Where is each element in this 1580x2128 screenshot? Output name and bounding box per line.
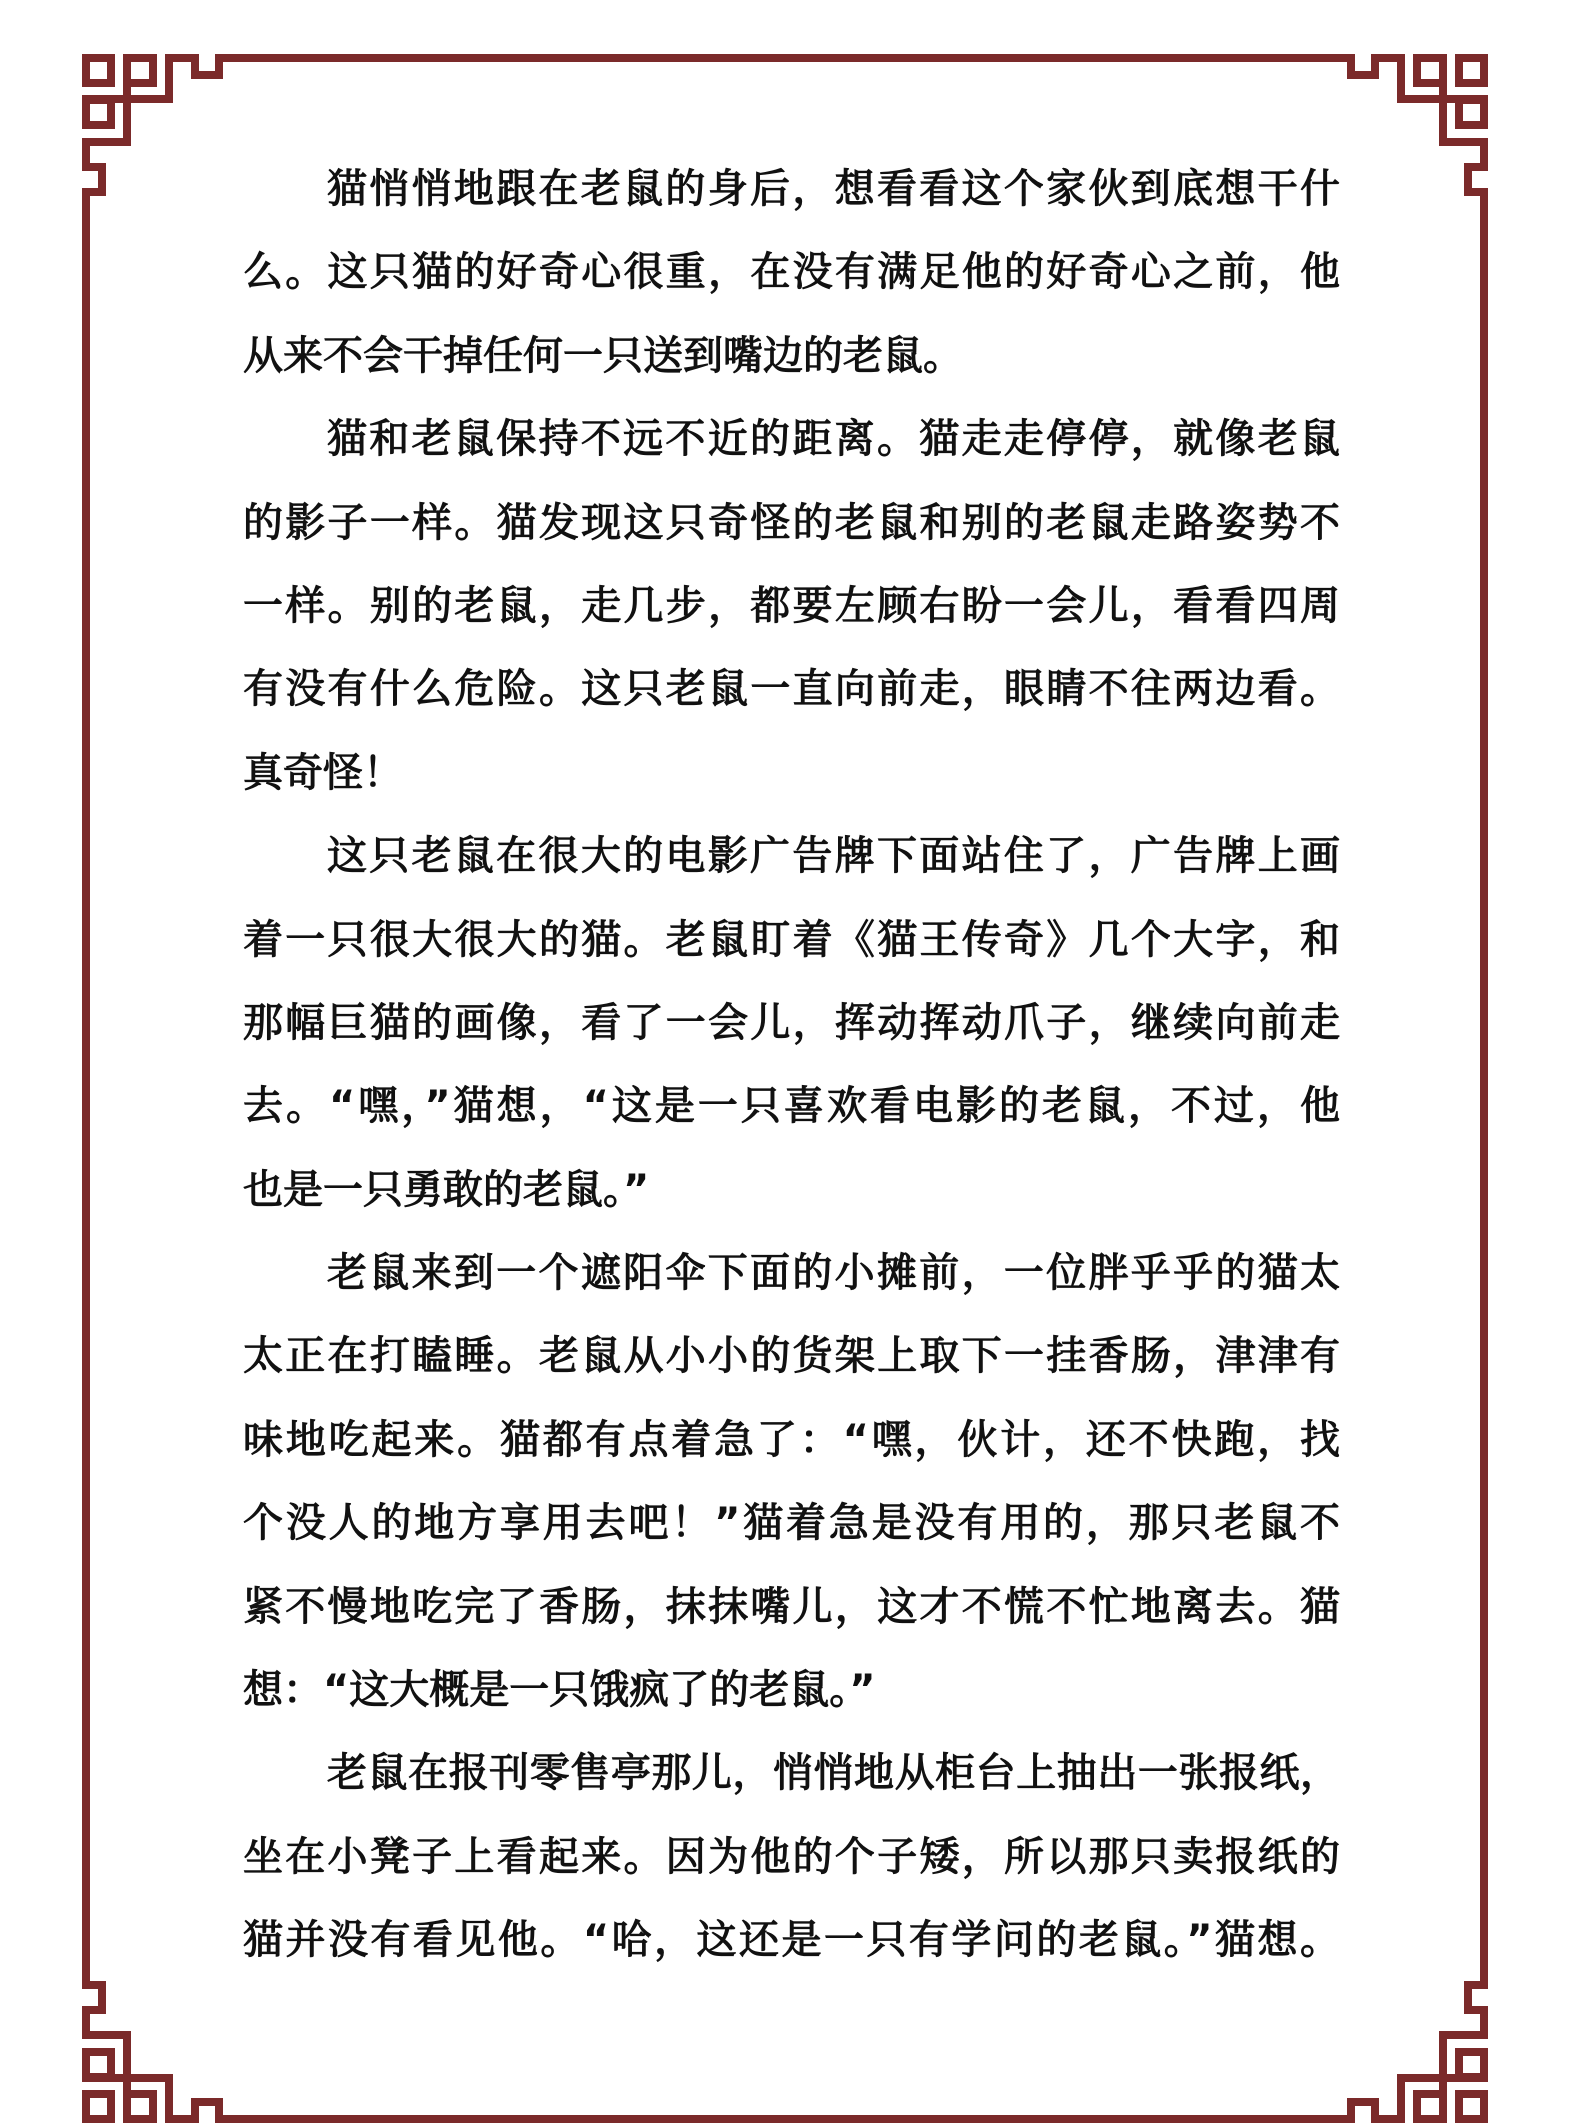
border-right-line (1480, 188, 1488, 1989)
text-line: 真奇怪！ (243, 749, 403, 796)
text-line: 猫并没有看见他。“哈，这还是一只有学问的老鼠。”猫想。 (243, 1917, 1340, 1964)
text-line: 着一只很大很大的猫。老鼠盯着《猫王传奇》几个大字，和 (243, 916, 1340, 963)
text-line: 坐在小凳子上看起来。因为他的个子矮，所以那只卖报纸的 (243, 1833, 1340, 1880)
paragraph-4 (243, 1232, 1340, 1732)
text-line: 猫和老鼠保持不远不近的距离。猫走走停停，就像老鼠 (327, 416, 1340, 463)
border-top-line (215, 54, 1355, 62)
text-line: 猫悄悄地跟在老鼠的身后，想看看这个家伙到底想干什 (327, 166, 1340, 212)
text-line: 那幅巨猫的画像，看了一会儿，挥动挥动爪子，继续向前走 (243, 999, 1340, 1046)
text-line: 有没有什么危险。这只老鼠一直向前走，眼睛不往两边看。 (243, 666, 1340, 713)
text-line: 老鼠来到一个遮阳伞下面的小摊前，一位胖乎乎的猫太 (327, 1250, 1340, 1297)
border-bottom-line (215, 2115, 1355, 2123)
text-line: 一样。别的老鼠，走几步，都要左顾右盼一会儿，看看四周 (243, 582, 1340, 629)
text-line: 去。“嘿，”猫想，“这是一只喜欢看电影的老鼠，不过，他 (243, 1083, 1340, 1130)
text-line: 么。这只猫的好奇心很重，在没有满足他的好奇心之前，他 (243, 249, 1340, 296)
text-line: 这只老鼠在很大的电影广告牌下面站住了，广告牌上画 (327, 833, 1340, 880)
text-line: 味地吃起来。猫都有点着急了：“嘿，伙计，还不快跑，找 (243, 1416, 1340, 1463)
story-text (243, 148, 1340, 1983)
paragraph-5 (243, 1732, 1340, 1982)
paragraph-2 (243, 398, 1340, 815)
corner-ornament-bottom-right (1347, 1981, 1488, 2123)
paragraph-3 (243, 815, 1340, 1232)
text-line: 想：“这大概是一只饿疯了的老鼠。” (243, 1667, 876, 1714)
text-line: 太正在打瞌睡。老鼠从小小的货架上取下一挂香肠，津津有 (243, 1333, 1340, 1380)
text-line: 个没人的地方享用去吧！”猫着急是没有用的，那只老鼠不 (243, 1500, 1340, 1547)
corner-ornament-top-right (1347, 54, 1488, 196)
border-left-line (82, 188, 90, 1989)
text-line: 老鼠在报刊零售亭那儿，悄悄地从柜台上抽出一张报纸， (327, 1750, 1340, 1797)
text-line: 从来不会干掉任何一只送到嘴边的老鼠。 (243, 332, 963, 379)
corner-ornament-bottom-left (82, 1981, 223, 2123)
text-line: 的影子一样。猫发现这只奇怪的老鼠和别的老鼠走路姿势不 (243, 499, 1340, 546)
text-line: 紧不慢地吃完了香肠，抹抹嘴儿，这才不慌不忙地离去。猫 (243, 1583, 1340, 1630)
paragraph-1 (243, 148, 1340, 398)
corner-ornament-top-left (82, 54, 223, 196)
text-line: 也是一只勇敢的老鼠。” (243, 1166, 650, 1213)
